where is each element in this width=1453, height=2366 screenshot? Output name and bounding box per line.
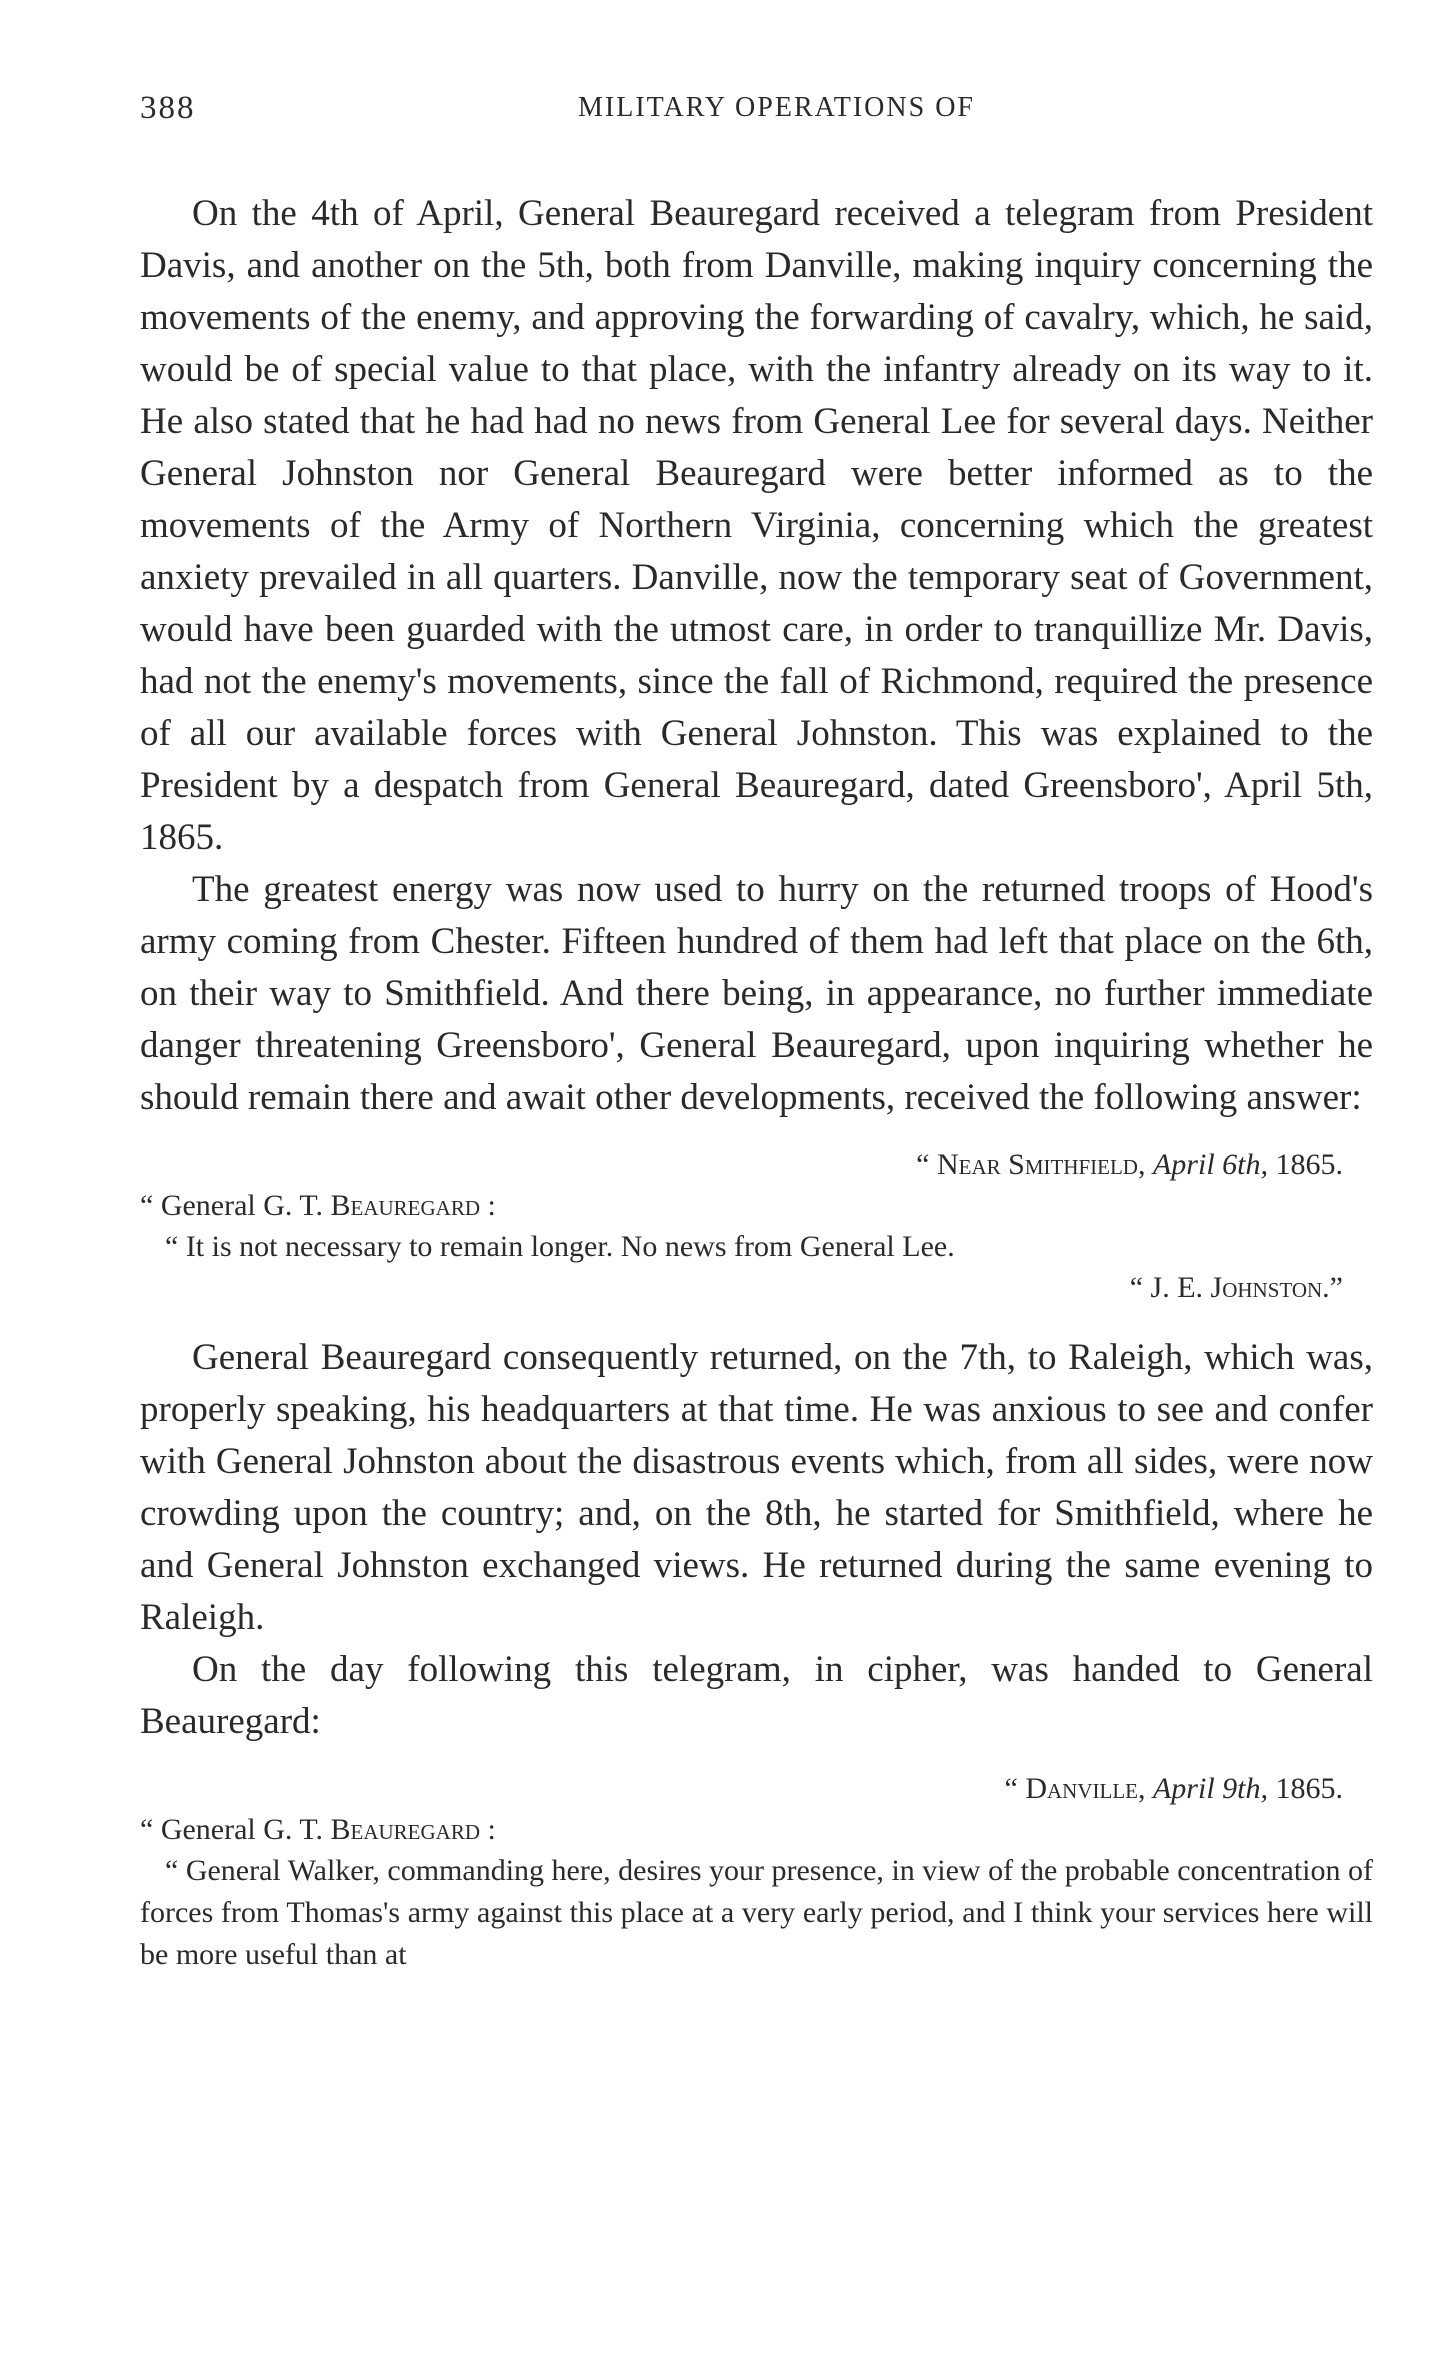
telegram-dateline <box>140 1768 1373 1809</box>
paragraph-1: On the 4th of April, General Beauregard received a telegram from President Davis, and another on the 5th, both from Danville, making inquiry concerning the movements of the enemy, and approving the forwarding of cavalry, which, he said, would be of special value to that place, with the infantry already on its way to it. He also stated that he had had no news from General Lee for several days. Neither General Johnston nor General Beauregard were better informed as to the movements of the Army of Northern Virginia, concerning which the greatest anxiety prevailed in all quarters. Danville, now the temporary seat of Government, would have been guarded with the utmost care, in order to tranquillize Mr. Davis, had not the enemy's movements, since the fall of Richmond, required the presence of all our available forces with General Johnston. This was explained to the President by a despatch from General Beauregard, dated Greensboro', April 5th, 1865. <box>140 193 1373 858</box>
page-header <box>140 90 1373 140</box>
telegram-salutation <box>140 1185 1373 1226</box>
telegram-signature: “ J. E. Johnston.” <box>1129 1271 1343 1304</box>
salutation-suffix: : <box>487 1189 496 1222</box>
telegram-date: April 9th, <box>1152 1772 1268 1805</box>
telegram-message: “ It is not necessary to remain longer. No news from General Lee. <box>165 1230 955 1263</box>
salutation-prefix: “ General G. T. <box>140 1813 323 1846</box>
telegram-date: April 6th, <box>1152 1148 1268 1181</box>
telegram-dateline <box>140 1144 1373 1185</box>
salutation-name: Beauregard <box>330 1189 480 1222</box>
paragraph-3: General Beauregard consequently returned, on the 7th, to Raleigh, which was, properly speaking, his headquarters at that time. He was anxious to see and confer with General Johnston about the disastrous events which, from all sides, were now crowding upon the country; and, on the 8th, he started for Smithfield, where he and General Johnston exchanged views. He returned during the same evening to Raleigh. <box>140 1337 1373 1638</box>
telegram-message: “ General Walker, commanding here, desires your presence, in view of the probable concentration of forces from Thomas's army against this place at a very early period, and I think your services here will be more useful than at <box>140 1854 1373 1971</box>
body-text <box>140 188 1373 1976</box>
paragraph-2: The greatest energy was now used to hurry on the returned troops of Hood's army coming from Chester. Fifteen hundred of them had left that place on the 6th, on their way to Smithfield. And there being, in appearance, no further immediate danger threatening Greensboro', General Beauregard, upon inquiring whether he should remain there and await other developments, received the following answer: <box>140 869 1373 1118</box>
telegram-year: 1865. <box>1275 1148 1343 1181</box>
telegram-place: “ Danville, <box>1004 1772 1146 1805</box>
page-number: 388 <box>140 90 196 126</box>
telegram-johnston <box>140 1144 1373 1308</box>
salutation-name: Beauregard <box>330 1813 480 1846</box>
salutation-prefix: “ General G. T. <box>140 1189 323 1222</box>
paragraph-4: On the day following this telegram, in cipher, was handed to General Beauregard: <box>140 1649 1373 1742</box>
telegram-place: “ Near Smithfield, <box>916 1148 1146 1181</box>
telegram-salutation <box>140 1809 1373 1850</box>
telegram-year: 1865. <box>1275 1772 1343 1805</box>
running-head: MILITARY OPERATIONS OF <box>578 92 975 123</box>
telegram-danville <box>140 1768 1373 1976</box>
salutation-suffix: : <box>487 1813 496 1846</box>
